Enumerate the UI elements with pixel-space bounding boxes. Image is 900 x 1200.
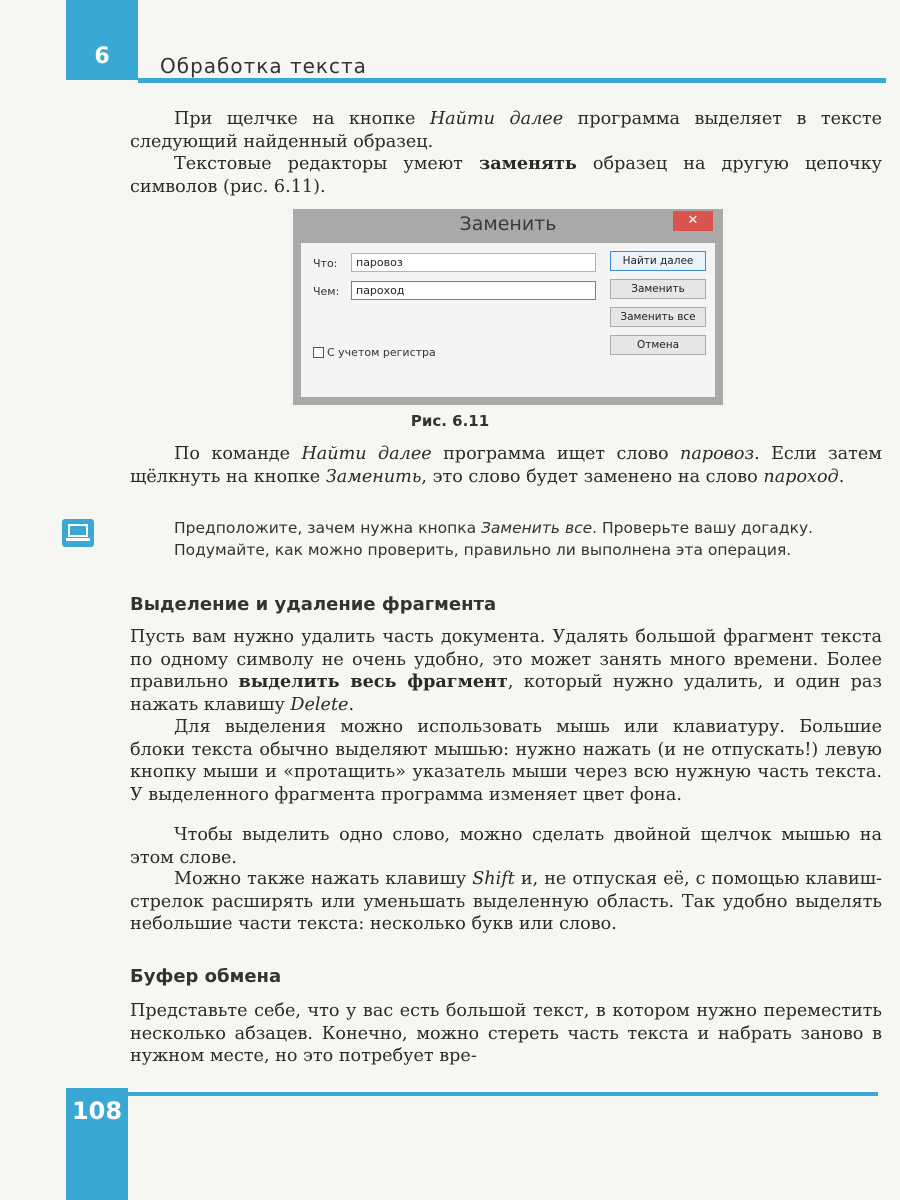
replace-all-button[interactable]: Заменить все [610, 307, 706, 327]
paragraph-explanation: По команде Найти далее программа ищет слово паровоз. Если затем щёлкнуть на кнопке Заменить, это слово будет заменено на слово пароход. [130, 444, 882, 487]
paragraph-replace: Текстовые редакторы умеют заменять образец на другую цепочку символов (рис. 6.11). [130, 153, 882, 197]
section-heading-selection: Выделение и удаление фрагмента [130, 594, 497, 615]
replace-input[interactable]: пароход [351, 281, 596, 300]
dialog-body [301, 243, 715, 397]
replace-button[interactable]: Заменить [610, 279, 706, 299]
replace-dialog [293, 209, 723, 405]
paragraph-shift: Можно также нажать клавишу Shift и, не отпуская её, с помощью клавиш-стрелок расширять или уменьшать выделенную область. Так удобно выделять небольшие части текста: несколько букв или слово. [130, 869, 883, 934]
chapter-title: Обработка текста [160, 54, 367, 78]
paragraph-delete: Пусть вам нужно удалить часть документа. Удалять большой фрагмент текста по одному символу не очень удобно, это может занять много времени. Более правильно выделить весь фрагмент, который нужно удалить, и один раз нажать клавишу Delete. [130, 627, 882, 715]
page-number: 108 [71, 1097, 123, 1125]
figure-caption: Рис. 6.11 [410, 412, 490, 430]
replace-label: Чем: [313, 285, 340, 298]
task-text: Предположите, зачем нужна кнопка Заменить все. Проверьте вашу догадку. Подумайте, как можно проверить, правильно ли выполнена эта операция. [174, 519, 814, 559]
cancel-button[interactable]: Отмена [610, 335, 706, 355]
find-input[interactable]: паровоз [351, 253, 596, 272]
paragraph-double-click: Чтобы выделить одно слово, можно сделать двойной щелчок мышью на этом слове. [130, 825, 882, 868]
paragraph-mouse: Для выделения можно использовать мышь или клавиатуру. Большие блоки текста обычно выделяют мышью: нужно нажать (и не отпускать!) левую кнопку мыши и «протащить» указатель мыши через всю нужную часть текста. У выделенного фрагмента программа изменяет цвет фона. [130, 717, 882, 805]
chapter-number: 6 [94, 44, 110, 69]
find-next-button[interactable]: Найти далее [610, 251, 706, 271]
paragraph-find-next: При щелчке на кнопке Найти далее программа выделяет в тексте следующий найденный образец. [130, 109, 883, 152]
find-label: Что: [313, 257, 338, 270]
computer-icon [62, 519, 94, 547]
match-case-checkbox[interactable] [313, 347, 324, 358]
close-icon[interactable]: ✕ [673, 211, 713, 231]
section-heading-clipboard: Буфер обмена [130, 966, 282, 987]
dialog-title: Заменить [459, 213, 557, 235]
match-case-label: С учетом регистра [327, 346, 436, 359]
paragraph-clipboard: Представьте себе, что у вас есть большой текст, в котором нужно переместить несколько абзацев. Конечно, можно стереть часть текста и набрать заново в нужном месте, но это потребует вре- [130, 1001, 882, 1066]
footer-rule [128, 1092, 878, 1096]
header-rule [138, 78, 886, 83]
